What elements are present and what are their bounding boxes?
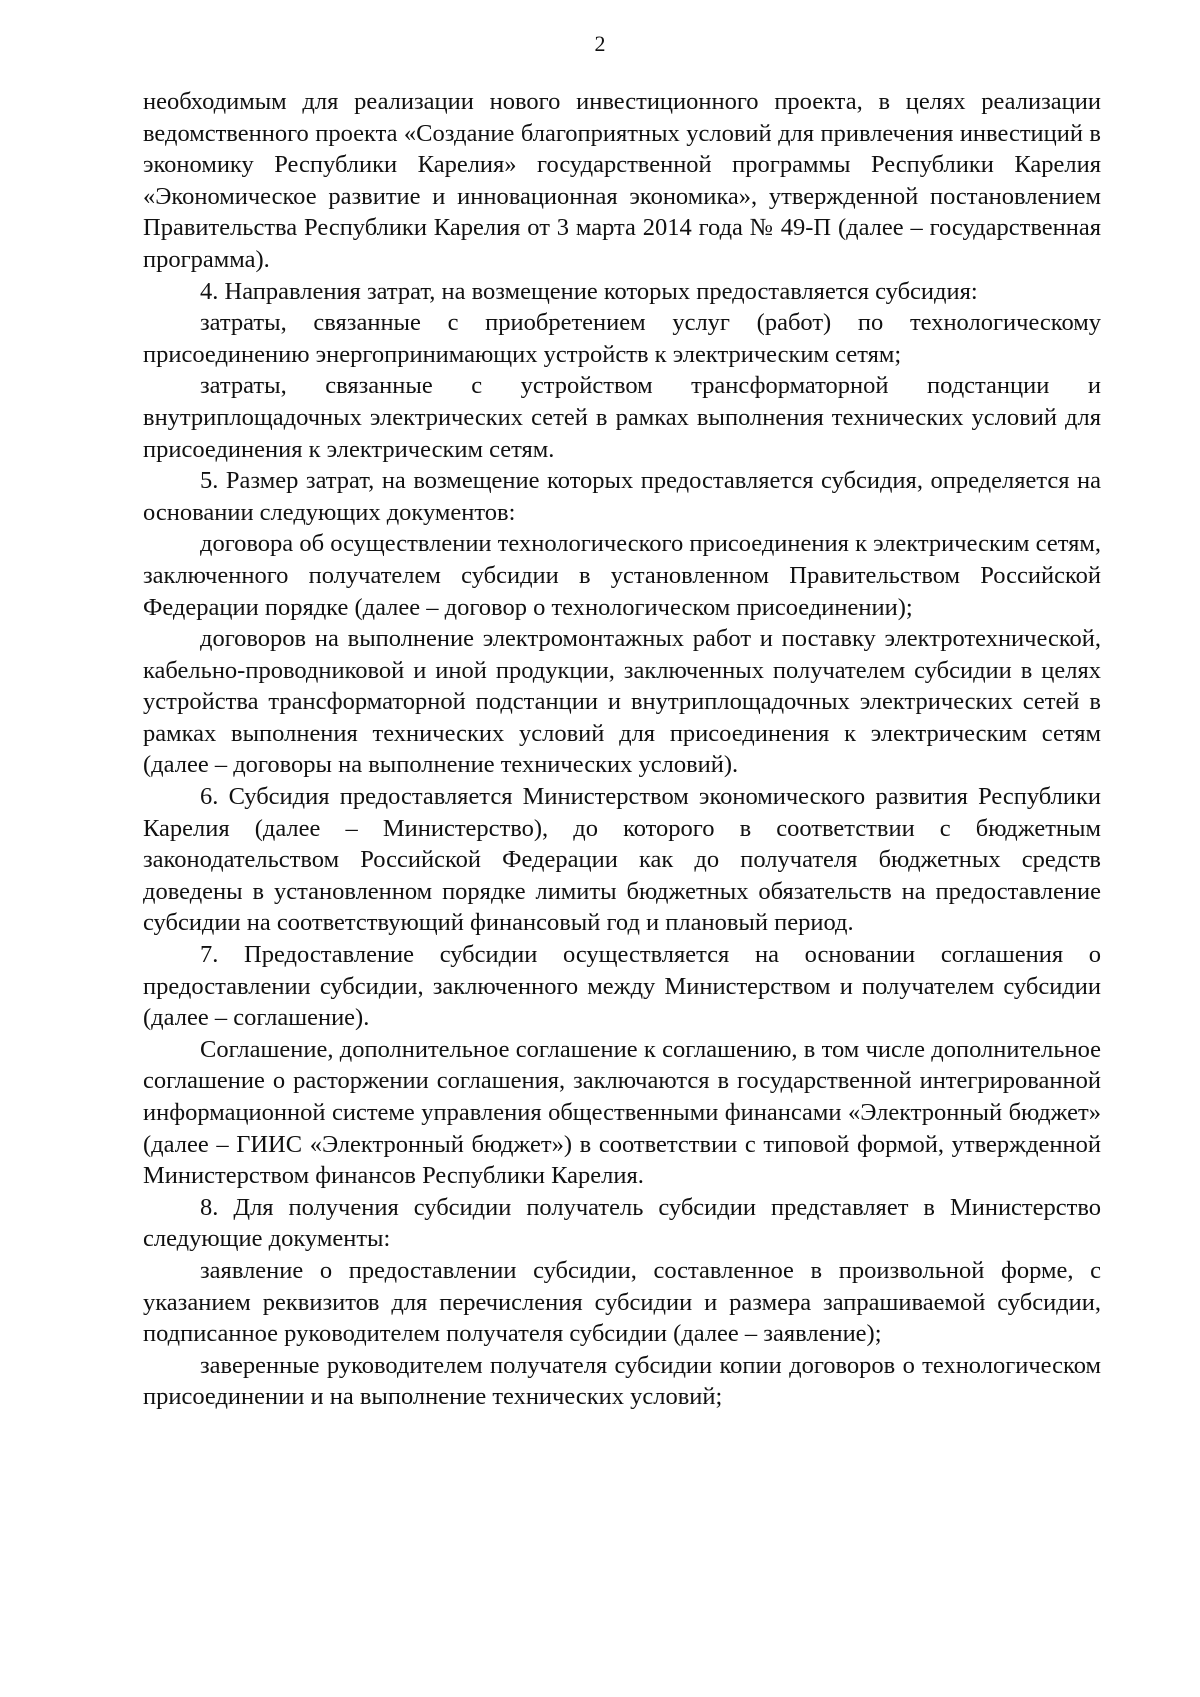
paragraph-item-8-application: заявление о предоставлении субсидии, составленное в произвольной форме, с указанием реквизитов для перечисления субсидии и размера запрашиваемой субсидии, подписанное руководителем получателя субсидии (далее – заявление);: [143, 1256, 1101, 1348]
paragraph-item-7-agreement: Соглашение, дополнительное соглашение к соглашению, в том числе дополнительное соглашение о расторжении соглашения, заключаются в государственной интегрированной информационной системе управления общественными финансами «Электронный бюджет» (далее – ГИИС «Электронный бюджет») в соответствии с типовой формой, утвержденной Министерством финансов Республики Карелия.: [143, 1035, 1101, 1190]
paragraph-item-7: 7. Предоставление субсидии осуществляется на основании соглашения о предоставлении субсидии, заключенного между Министерством и получателем субсидии (далее – соглашение).: [143, 941, 1101, 1032]
paragraph-item-8: 8. Для получения субсидии получатель субсидии представляет в Министерство следующие документы:: [143, 1193, 1101, 1253]
document-body: [143, 86, 1101, 1413]
paragraph-item-5-connection-agreement: договора об осуществлении технологического присоединения к электрическим сетям, заключенного получателем субсидии в установленном Правительством Российской Федерации порядке (далее – договор о технологическом присоединении);: [143, 530, 1101, 621]
paragraph-item-4-substation-costs: затраты, связанные с устройством трансформаторной подстанции и внутриплощадочных электрических сетей в рамках выполнения технических условий для присоединения к электрическим сетям.: [143, 372, 1101, 463]
paragraph-item-8-agreement-copies: заверенные руководителем получателя субсидии копии договоров о технологическом присоединении и на выполнение технических условий;: [143, 1351, 1101, 1411]
paragraph-item-4: 4. Направления затрат, на возмещение которых предоставляется субсидия:: [200, 277, 978, 305]
paragraph-item-6: 6. Субсидия предоставляется Министерством экономического развития Республики Карелия (далее – Министерство), до которого в соответствии с бюджетным законодательством Российской Федерации как до получателя бюджетных средств доведены в установленном порядке лимиты бюджетных обязательств на предоставление субсидии на соответствующий финансовый год и плановый период.: [143, 783, 1101, 937]
paragraph-continuation: необходимым для реализации нового инвестиционного проекта, в целях реализации ведомственного проекта «Создание благоприятных условий для привлечения инвестиций в экономику Республики Карелия» государственной программы Республики Карелия «Экономическое развитие и инновационная экономика», утвержденной постановлением Правительства Республики Карелия от 3 марта 2014 года № 49-П (далее – государственная программа).: [143, 88, 1101, 273]
page-number: 2: [594, 31, 606, 56]
paragraph-item-4-connection-costs: затраты, связанные с приобретением услуг (работ) по технологическому присоединению энергопринимающих устройств к электрическим сетям;: [143, 309, 1101, 368]
paragraph-item-5-installation-agreements: договоров на выполнение электромонтажных работ и поставку электротехнической, кабельно-проводниковой и иной продукции, заключенных получателем субсидии в целях устройства трансформаторной подстанции и внутриплощадочных электрических сетей в рамках выполнения технических условий для присоединения к электрическим сетям (далее – договоры на выполнение технических условий).: [143, 625, 1101, 779]
paragraph-item-5: 5. Размер затрат, на возмещение которых предоставляется субсидия, определяется на основании следующих документов:: [143, 467, 1101, 526]
